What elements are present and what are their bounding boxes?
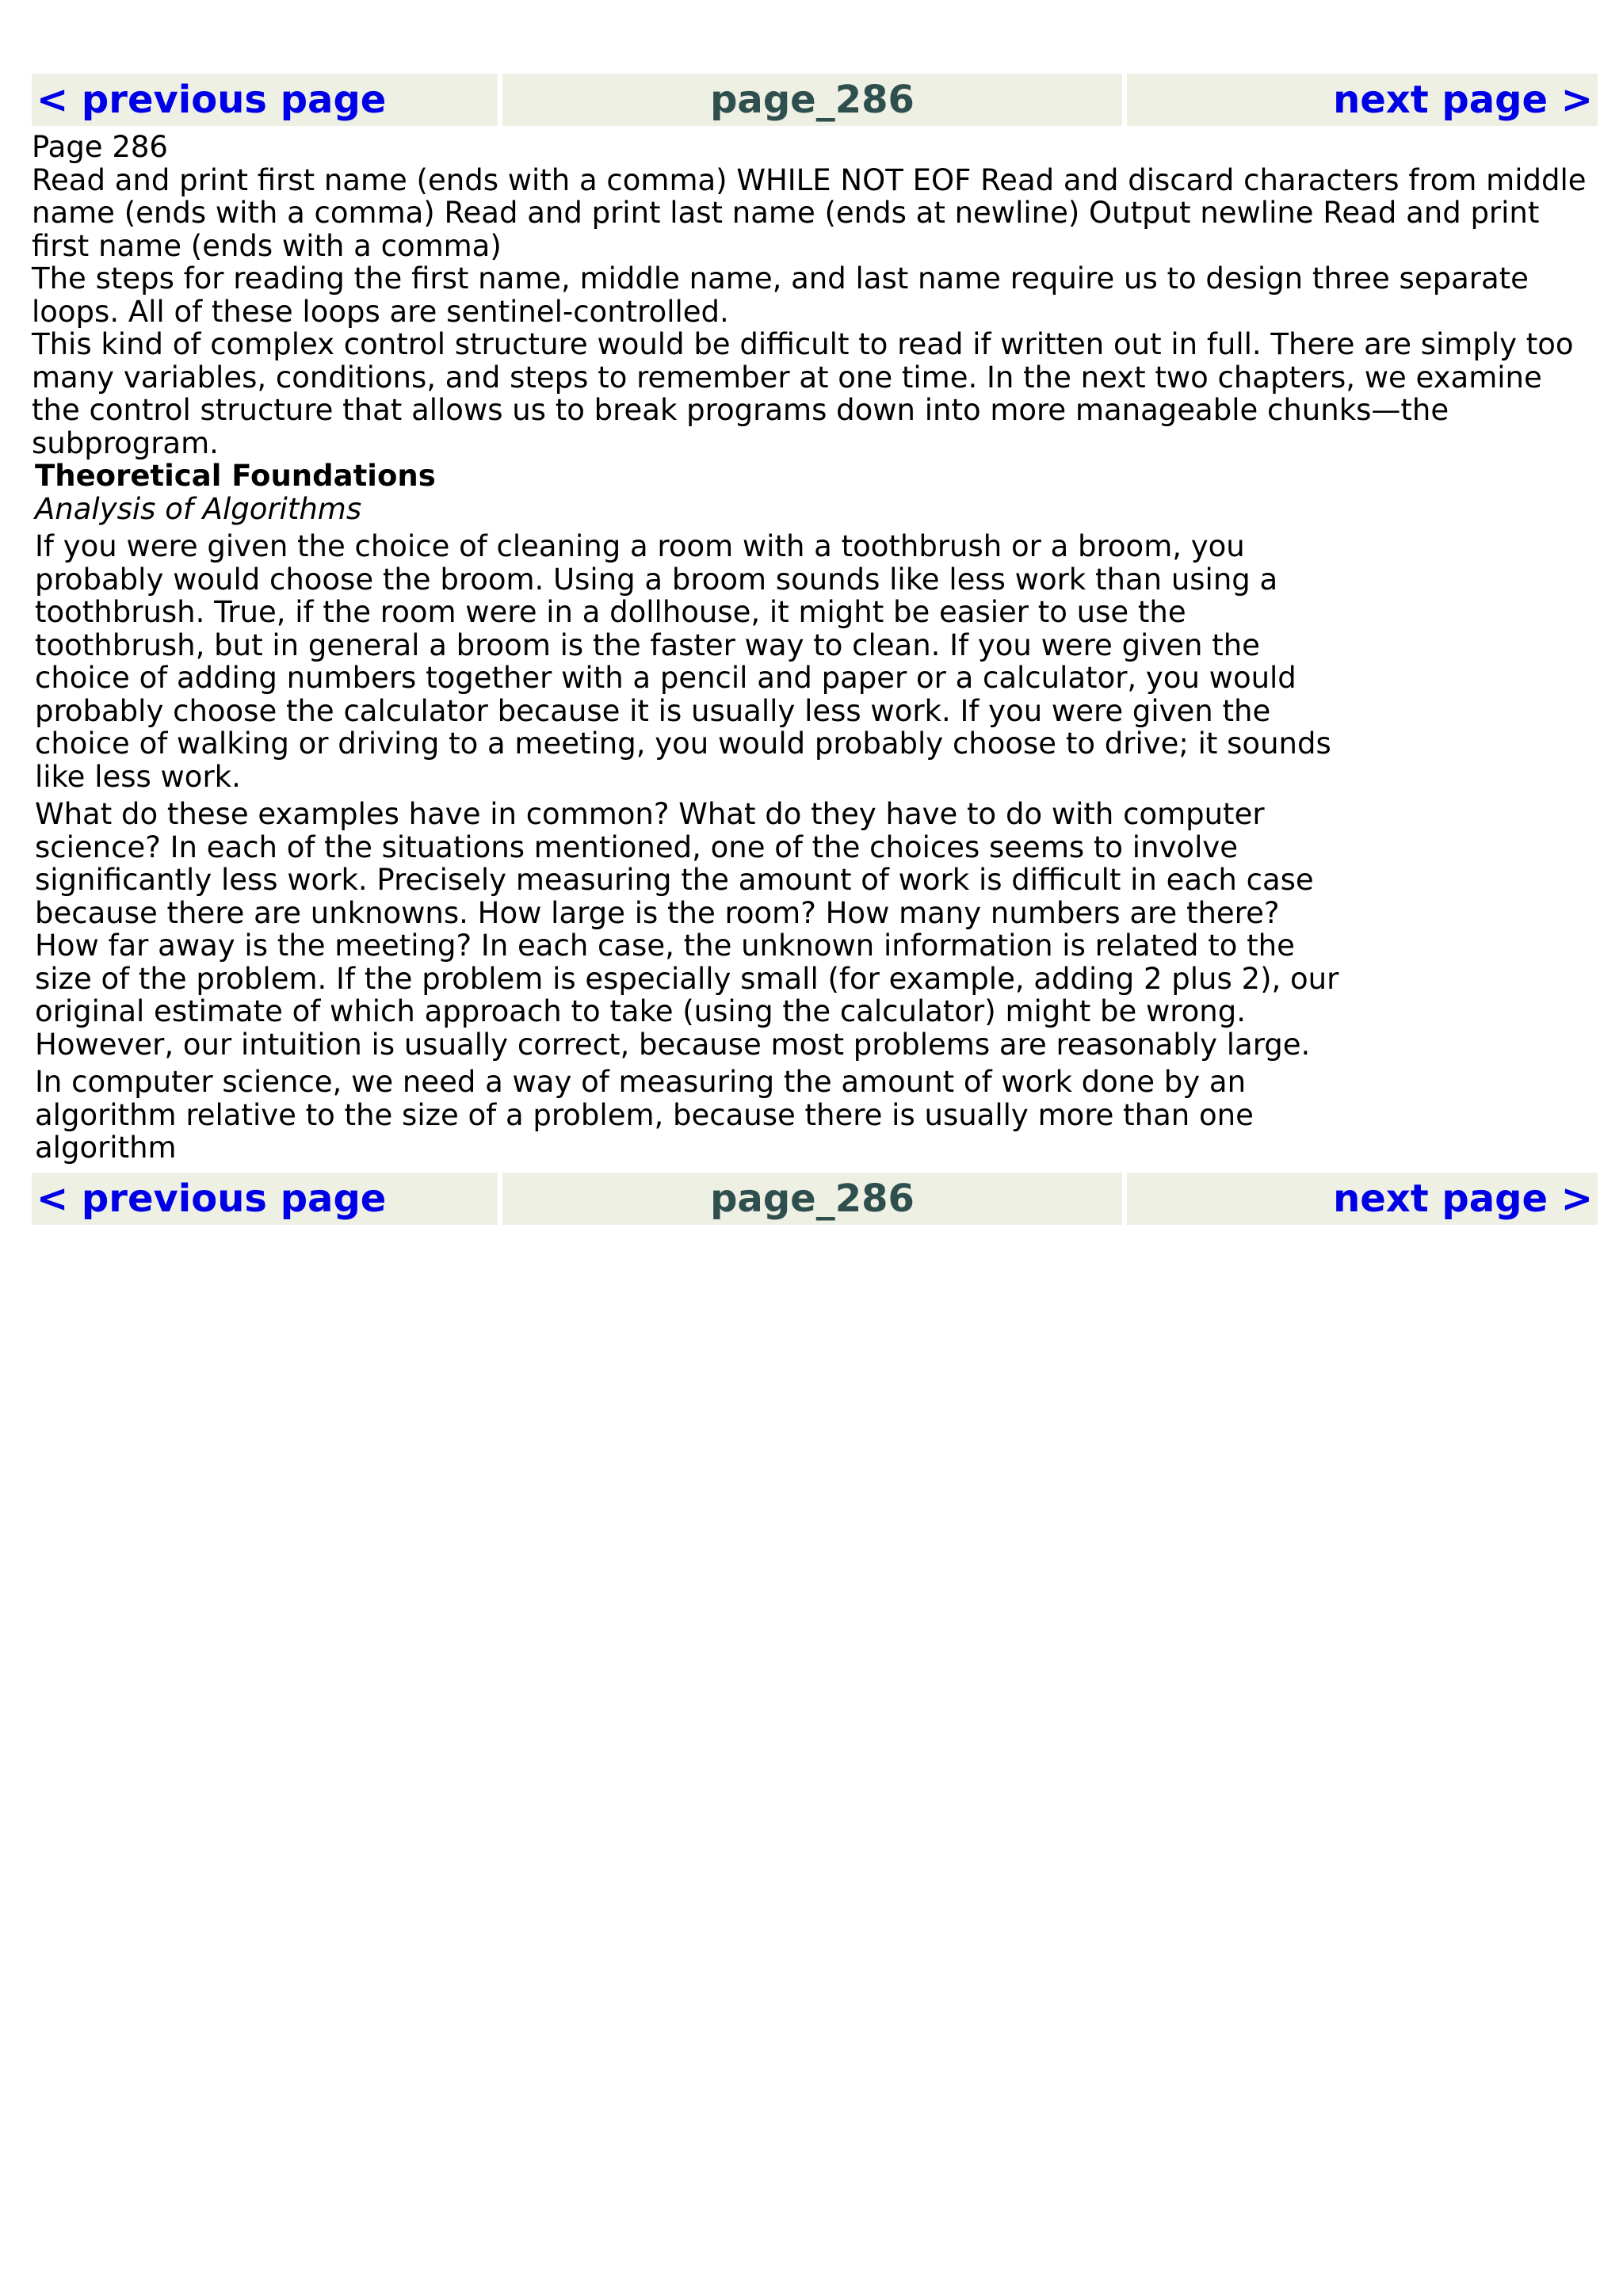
theory-paragraph-2: What do these examples have in common? What do they have to do with computer science? In each of the situations mentioned, one of the choices seems to involve significantly less work. Precisely measuring the amount of work is difficult in each case because there are unknowns. How large is the room? How many numbers are there? How far away is the meeting? In each case, the unknown information is related to the size of the problem. If the problem is especially small (for example, adding 2 plus 2), our original estimate of which approach to take (using the calculator) might be wrong. However, our intuition is usually correct, because most problems are reasonably large. [35, 797, 1339, 1062]
page-number: Page 286 [32, 130, 168, 164]
next-page-link[interactable]: next page > [1333, 1176, 1593, 1221]
pseudocode-paragraph: Read and print first name (ends with a comma) WHILE NOT EOF Read and discard characters from middle name (ends with a comma) Read and print last name (ends at newline) Output newline Read and print first name (ends with a comma) [32, 162, 1587, 263]
page-content [32, 131, 1598, 1165]
page [32, 74, 1598, 1225]
next-page-link[interactable]: next page > [1333, 78, 1593, 122]
bottom-prev-cell [32, 1173, 498, 1225]
section-subheading: Analysis of Algorithms [35, 491, 362, 526]
bottom-navigation-bar [32, 1173, 1598, 1225]
top-next-cell [1127, 74, 1598, 126]
top-navigation-bar [32, 74, 1598, 126]
bottom-page-label: page_286 [502, 1173, 1122, 1225]
theory-paragraph-3: In computer science, we need a way of measuring the amount of work done by an algorithm relative to the size of a problem, because there is usually more than one algorithm [35, 1065, 1254, 1165]
top-page-label: page_286 [502, 74, 1122, 126]
previous-page-link[interactable]: < previous page [36, 78, 387, 122]
body-paragraph-2: This kind of complex control structure would be difficult to read if written out in full. There are simply too many variables, conditions, and steps to remember at one time. In the next two chapters, we examine the control structure that allows us to break programs down into more manageable chunks—the subprogram. [32, 327, 1574, 460]
body-paragraph-1: The steps for reading the first name, middle name, and last name require us to design three separate loops. All of these loops are sentinel-controlled. [32, 261, 1529, 329]
top-prev-cell [32, 74, 498, 126]
previous-page-link[interactable]: < previous page [36, 1176, 387, 1221]
section-heading: Theoretical Foundations [35, 459, 436, 493]
bottom-next-cell [1127, 1173, 1598, 1225]
theory-paragraph-1: If you were given the choice of cleaning a room with a toothbrush or a broom, you probably would choose the broom. Using a broom sounds like less work than using a toothbrush. True, if the room were in a dollhouse, it might be easier to use the toothbrush, but in general a broom is the faster way to clean. If you were given the choice of adding numbers together with a pencil and paper or a calculator, you would probably choose the calculator because it is usually less work. If you were given the choice of walking or driving to a meeting, you would probably choose to drive; it sounds like less work. [35, 529, 1331, 794]
